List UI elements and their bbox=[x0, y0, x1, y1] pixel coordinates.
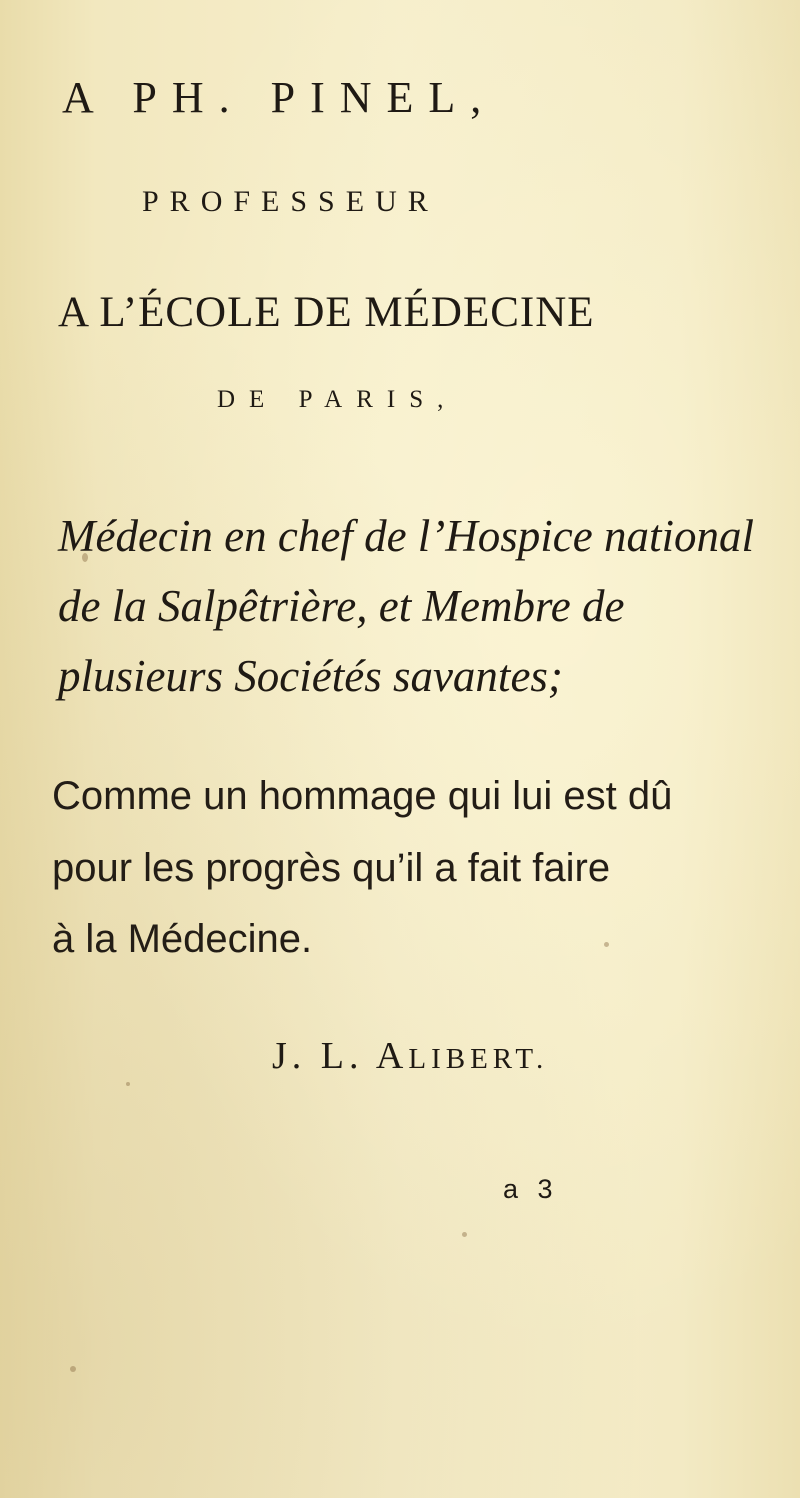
ink-speck bbox=[82, 553, 88, 562]
paris-line: DE PARIS, bbox=[217, 386, 458, 413]
author-surname-rest: LIBERT. bbox=[408, 1043, 549, 1075]
italic-line-2: de la Salpêtrière, et Membre de bbox=[58, 581, 625, 631]
italic-line-3: plusieurs Sociétés savantes; bbox=[58, 651, 563, 701]
ink-speck bbox=[126, 1082, 130, 1086]
ink-speck bbox=[604, 942, 609, 947]
dedication-text-line-1: Comme un hommage qui lui est dû bbox=[52, 774, 673, 818]
author-surname-initial: A bbox=[375, 1035, 409, 1077]
professor-line: PROFESSEUR bbox=[142, 185, 439, 218]
author-signature bbox=[272, 1034, 548, 1078]
signature-mark: a 3 bbox=[503, 1174, 559, 1204]
dedication-text-line-2: pour les progrès qu’il a fait faire bbox=[52, 846, 611, 890]
school-line: A L’ÉCOLE DE MÉDECINE bbox=[58, 289, 595, 336]
dedication-text-line-3: à la Médecine. bbox=[52, 917, 313, 961]
dedication-title: A PH. PINEL, bbox=[62, 73, 497, 122]
italic-line-1: Médecin en chef de l’Hospice national bbox=[58, 511, 755, 561]
ink-speck bbox=[70, 1366, 76, 1372]
ink-speck bbox=[462, 1232, 467, 1237]
author-initials: J. L. bbox=[272, 1035, 364, 1077]
